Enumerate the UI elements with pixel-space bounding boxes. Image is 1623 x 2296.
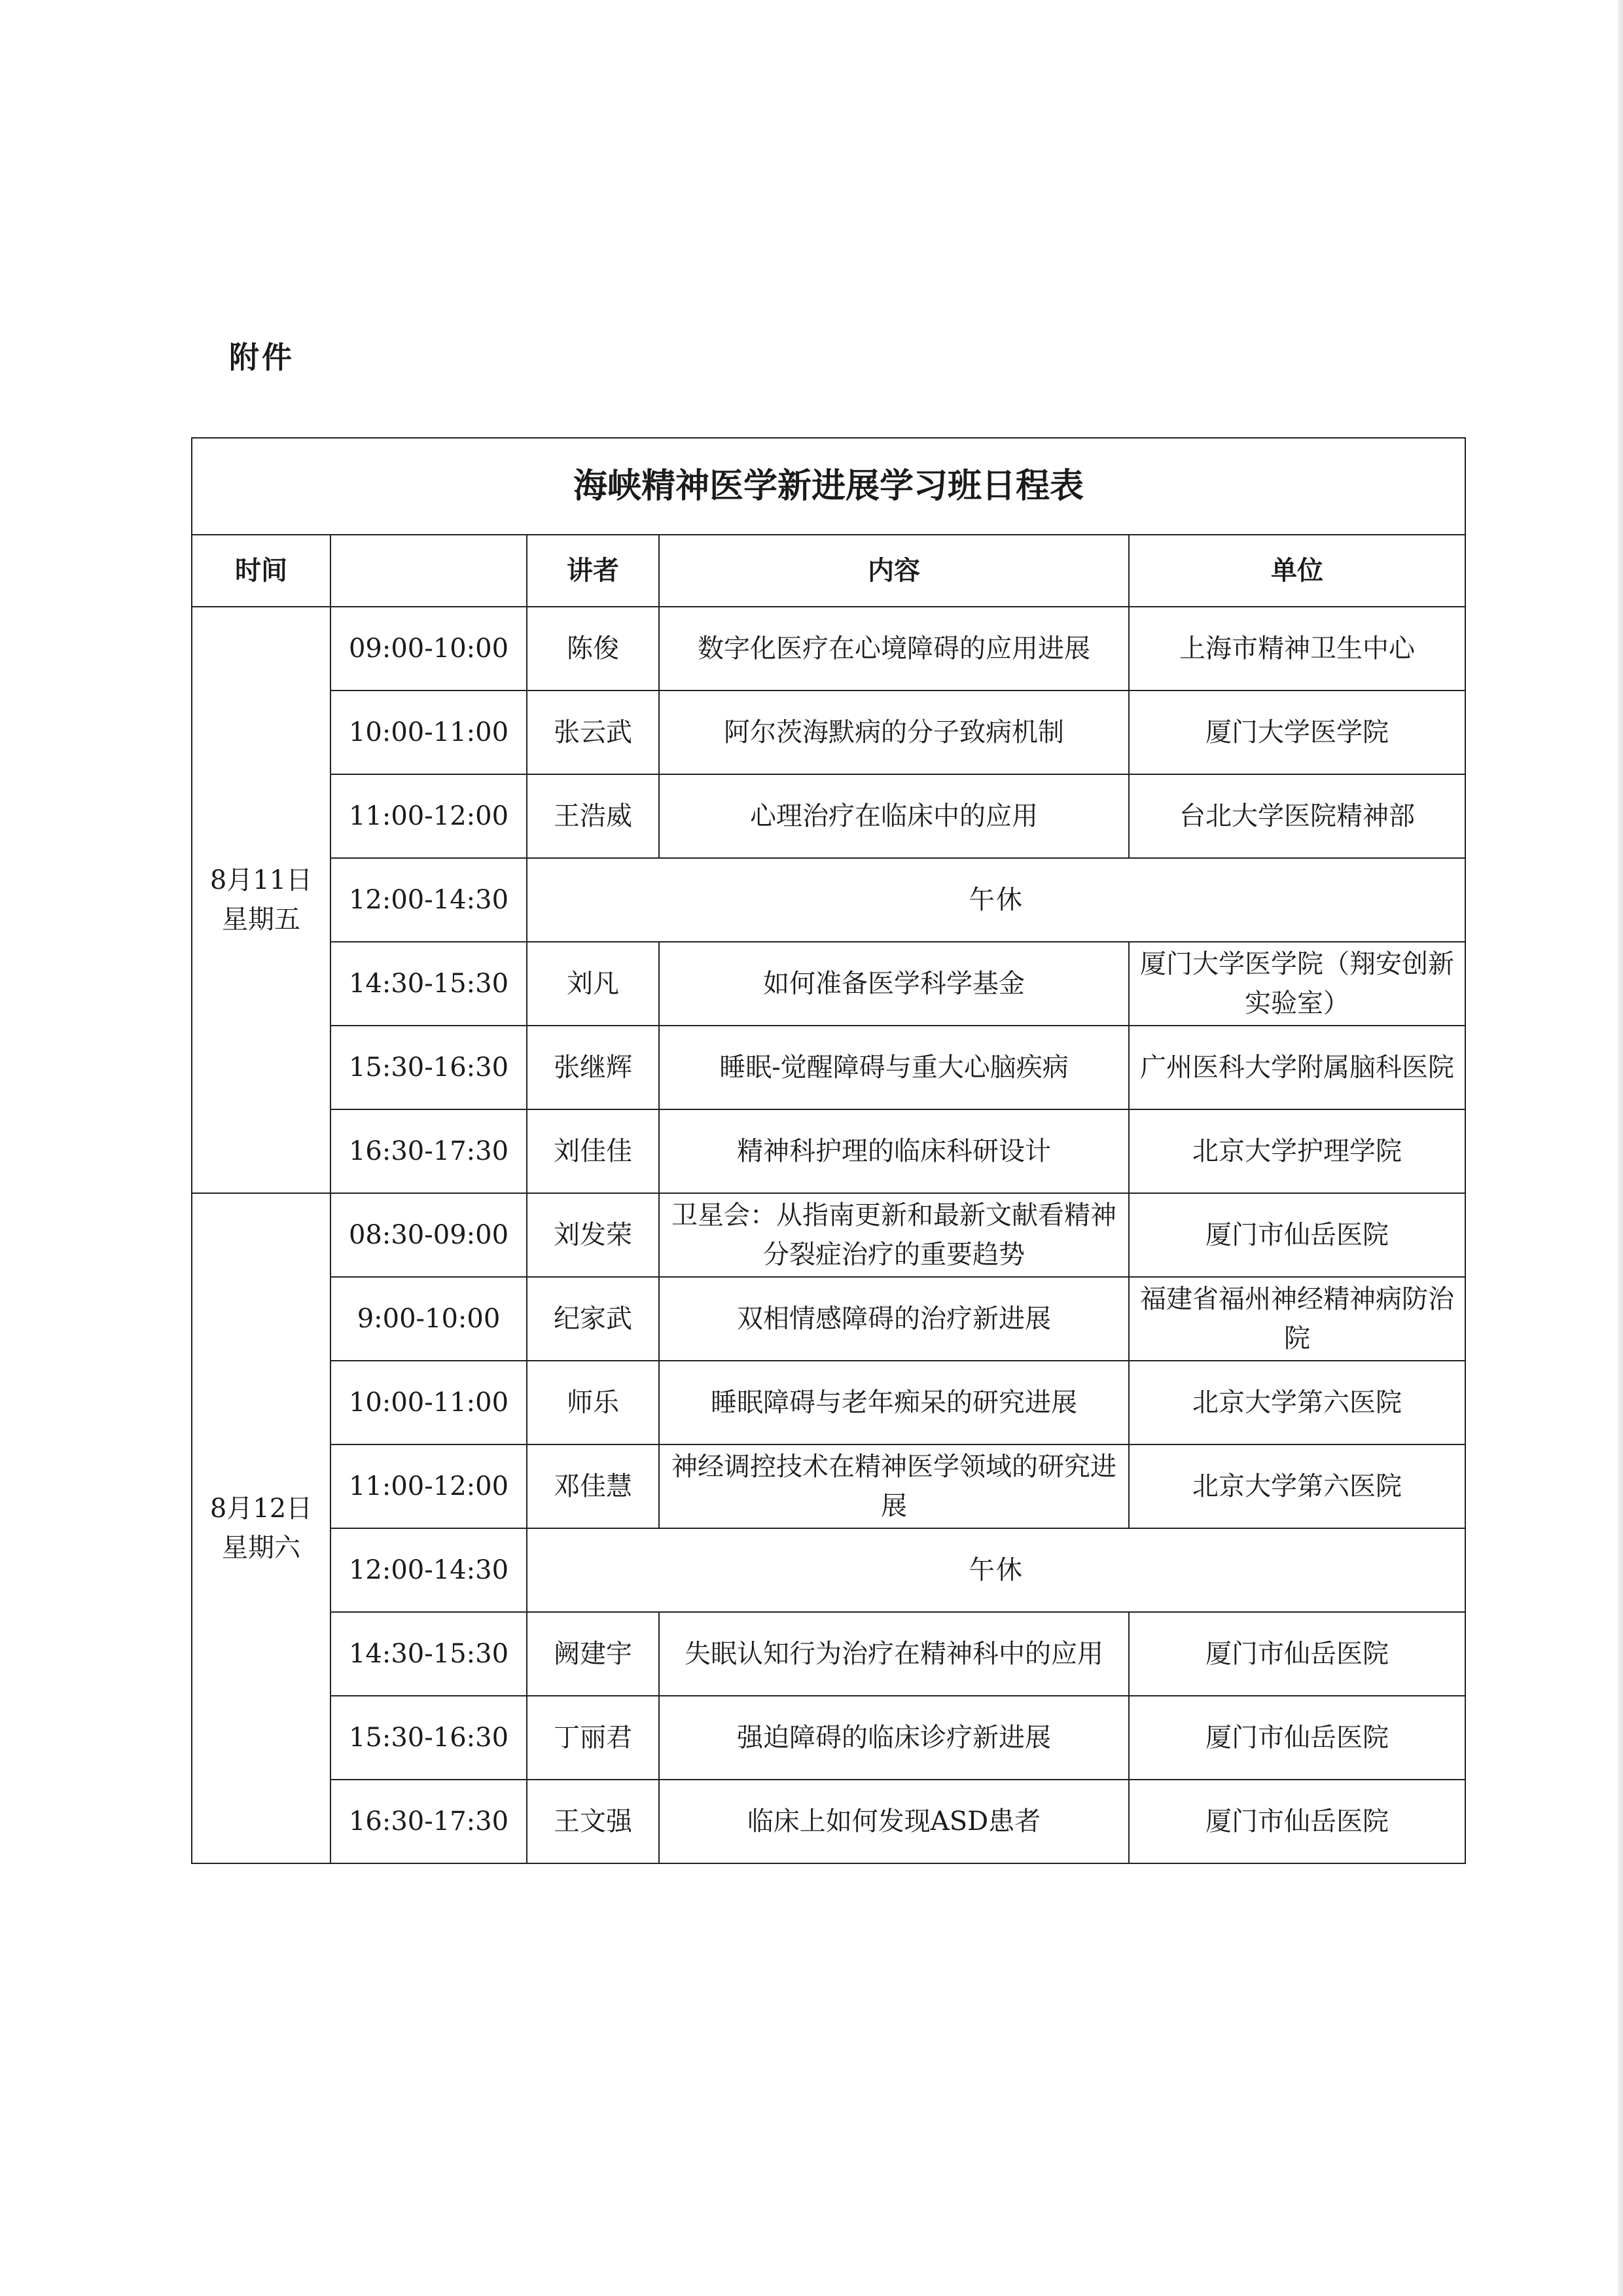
break-cell: 午休 [527, 1528, 1465, 1612]
time-cell: 16:30-17:30 [330, 1109, 527, 1193]
time-cell: 9:00-10:00 [330, 1277, 527, 1361]
table-row [192, 1026, 1465, 1109]
speaker-cell: 王浩威 [527, 774, 659, 858]
speaker-cell: 张继辉 [527, 1026, 659, 1109]
speaker-cell: 刘发荣 [527, 1193, 659, 1277]
speaker-cell: 王文强 [527, 1780, 659, 1863]
break-cell: 午休 [527, 858, 1465, 942]
header-unit: 单位 [1129, 535, 1465, 607]
time-cell: 08:30-09:00 [330, 1193, 527, 1277]
time-cell: 15:30-16:30 [330, 1696, 527, 1780]
speaker-cell: 邓佳慧 [527, 1444, 659, 1528]
time-cell: 10:00-11:00 [330, 691, 527, 774]
table-row [192, 1696, 1465, 1780]
schedule-table [191, 437, 1466, 1864]
title-row [192, 438, 1465, 535]
table-row [192, 691, 1465, 774]
time-cell: 09:00-10:00 [330, 607, 527, 691]
table-row [192, 1444, 1465, 1528]
time-cell: 14:30-15:30 [330, 1612, 527, 1696]
unit-cell: 厦门市仙岳医院 [1129, 1612, 1465, 1696]
content-cell: 失眠认知行为治疗在精神科中的应用 [659, 1612, 1129, 1696]
table-row [192, 1612, 1465, 1696]
unit-cell: 厦门市仙岳医院 [1129, 1193, 1465, 1277]
unit-cell: 厦门市仙岳医院 [1129, 1780, 1465, 1863]
time-cell: 15:30-16:30 [330, 1026, 527, 1109]
time-cell: 16:30-17:30 [330, 1780, 527, 1863]
table-row [192, 607, 1465, 691]
unit-cell: 台北大学医院精神部 [1129, 774, 1465, 858]
time-cell: 10:00-11:00 [330, 1361, 527, 1444]
day-weekday: 星期六 [222, 1533, 300, 1563]
attachment-label: 附件 [229, 340, 294, 375]
scan-edge [1618, 0, 1623, 2296]
time-cell: 12:00-14:30 [330, 1528, 527, 1612]
time-cell: 11:00-12:00 [330, 1444, 527, 1528]
day-cell [192, 1193, 330, 1863]
header-slot [330, 535, 527, 607]
content-cell: 精神科护理的临床科研设计 [659, 1109, 1129, 1193]
speaker-cell: 阙建宇 [527, 1612, 659, 1696]
day-cell [192, 607, 330, 1193]
table-row [192, 1193, 1465, 1277]
time-cell: 11:00-12:00 [330, 774, 527, 858]
content-cell: 数字化医疗在心境障碍的应用进展 [659, 607, 1129, 691]
unit-cell: 厦门市仙岳医院 [1129, 1696, 1465, 1780]
table-row [192, 774, 1465, 858]
table-row [192, 1780, 1465, 1863]
content-cell: 睡眠障碍与老年痴呆的研究进展 [659, 1361, 1129, 1444]
content-cell: 卫星会：从指南更新和最新文献看精神分裂症治疗的重要趋势 [659, 1193, 1129, 1277]
content-cell: 心理治疗在临床中的应用 [659, 774, 1129, 858]
content-cell: 神经调控技术在精神医学领域的研究进展 [659, 1444, 1129, 1528]
header-row [192, 535, 1465, 607]
content-cell: 睡眠-觉醒障碍与重大心脑疾病 [659, 1026, 1129, 1109]
table-title: 海峡精神医学新进展学习班日程表 [192, 438, 1465, 535]
unit-cell: 北京大学第六医院 [1129, 1361, 1465, 1444]
header-content: 内容 [659, 535, 1129, 607]
day-date: 8月12日 [209, 1494, 313, 1524]
speaker-cell: 丁丽君 [527, 1696, 659, 1780]
speaker-cell: 纪家武 [527, 1277, 659, 1361]
speaker-cell: 陈俊 [527, 607, 659, 691]
content-cell: 临床上如何发现ASD患者 [659, 1780, 1129, 1863]
time-cell: 14:30-15:30 [330, 942, 527, 1026]
speaker-cell: 师乐 [527, 1361, 659, 1444]
unit-cell: 北京大学第六医院 [1129, 1444, 1465, 1528]
speaker-cell: 刘佳佳 [527, 1109, 659, 1193]
time-cell: 12:00-14:30 [330, 858, 527, 942]
unit-cell: 上海市精神卫生中心 [1129, 607, 1465, 691]
header-time: 时间 [192, 535, 330, 607]
header-speaker: 讲者 [527, 535, 659, 607]
table-row [192, 942, 1465, 1026]
speaker-cell: 张云武 [527, 691, 659, 774]
unit-cell: 北京大学护理学院 [1129, 1109, 1465, 1193]
table-row [192, 1528, 1465, 1612]
unit-cell: 福建省福州神经精神病防治院 [1129, 1277, 1465, 1361]
unit-cell: 厦门大学医学院（翔安创新实验室） [1129, 942, 1465, 1026]
content-cell: 如何准备医学科学基金 [659, 942, 1129, 1026]
content-cell: 强迫障碍的临床诊疗新进展 [659, 1696, 1129, 1780]
speaker-cell: 刘凡 [527, 942, 659, 1026]
table-row [192, 858, 1465, 942]
day-weekday: 星期五 [222, 905, 300, 935]
table-row [192, 1361, 1465, 1444]
table-row [192, 1277, 1465, 1361]
day-date: 8月11日 [209, 865, 313, 895]
table-row [192, 1109, 1465, 1193]
content-cell: 阿尔茨海默病的分子致病机制 [659, 691, 1129, 774]
content-cell: 双相情感障碍的治疗新进展 [659, 1277, 1129, 1361]
unit-cell: 厦门大学医学院 [1129, 691, 1465, 774]
unit-cell: 广州医科大学附属脑科医院 [1129, 1026, 1465, 1109]
